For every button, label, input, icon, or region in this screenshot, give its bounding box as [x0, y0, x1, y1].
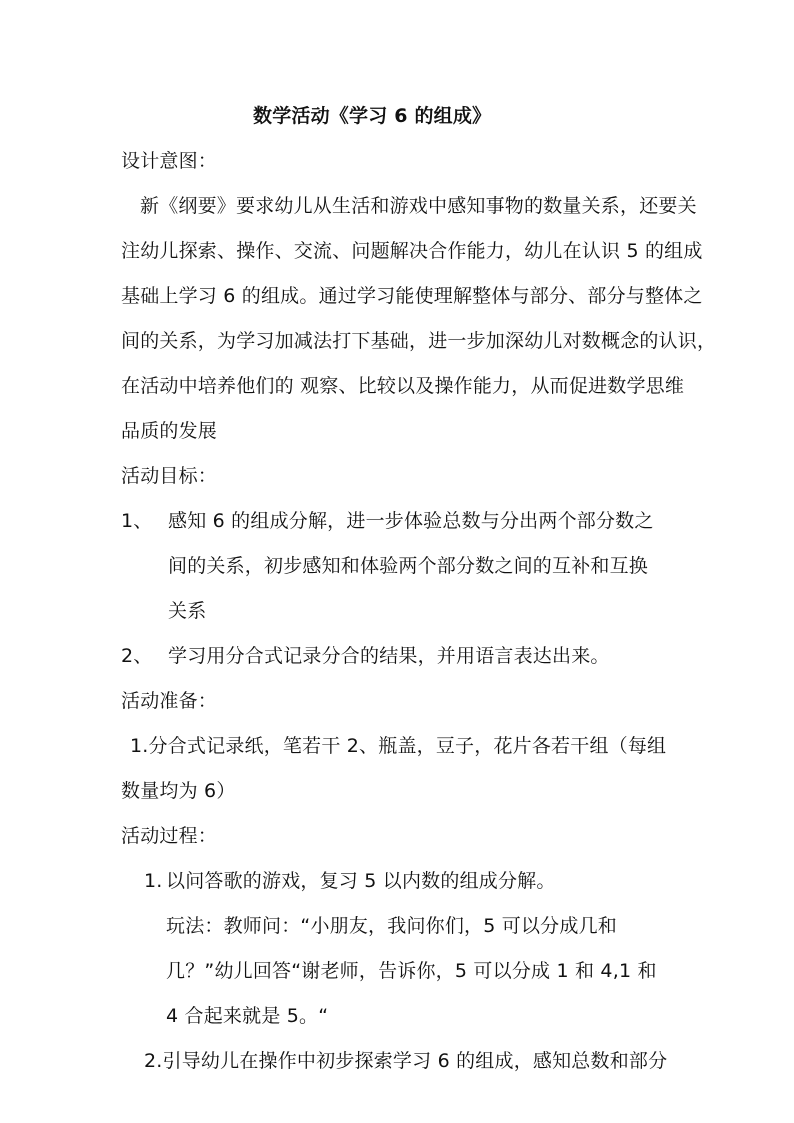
design-intent-line: 品质的发展 — [121, 420, 218, 442]
goal-line: 学习用分合式记录分合的结果，并用语言表达出来。 — [168, 645, 610, 667]
design-intent-line: 间的关系，为学习加减法打下基础，进一步加深幼儿对数概念的认识， — [121, 330, 717, 352]
process-play-line: 4 合起来就是 5。“ — [166, 1005, 329, 1027]
goal-line: 感知 6 的组成分解，进一步体验总数与分出两个部分数之 — [168, 510, 654, 532]
preparation-line: 1.分合式记录纸，笔若干 2、瓶盖，豆子，花片各若干组（每组 — [130, 735, 667, 757]
document-title: 数学活动《学习 6 的组成》 — [253, 105, 492, 127]
process-step-number: 1. — [144, 870, 163, 892]
process-play-line: 玩法：教师问：“小朋友，我问你们，5 可以分成几和 — [166, 915, 617, 937]
goal-number: 1、 — [121, 510, 153, 532]
goal-number: 2、 — [121, 645, 153, 667]
design-intent-line: 在活动中培养他们的 观察、比较以及操作能力，从而促进数学思维 — [121, 375, 685, 397]
preparation-line: 数量均为 6） — [121, 780, 236, 802]
design-intent-line: 基础上学习 6 的组成。通过学习能使理解整体与部分、部分与整体之 — [121, 285, 703, 307]
goal-line: 间的关系，初步感知和体验两个部分数之间的互补和互换 — [168, 555, 649, 577]
process-play-line: 几？”幼儿回答“谢老师，告诉你，5 可以分成 1 和 4,1 和 — [166, 960, 657, 982]
design-intent-line: 新《纲要》要求幼儿从生活和游戏中感知事物的数量关系，还要关 — [140, 195, 697, 217]
process-step-text: 以问答歌的游戏，复习 5 以内数的组成分解。 — [166, 870, 556, 892]
design-intent-line: 注幼儿探索、操作、交流、问题解决合作能力，幼儿在认识 5 的组成 — [121, 240, 703, 262]
design-intent-heading: 设计意图： — [121, 150, 218, 172]
process-step-text: 2.引导幼儿在操作中初步探索学习 6 的组成，感知总数和部分 — [144, 1050, 668, 1072]
preparation-heading: 活动准备： — [121, 690, 218, 712]
process-heading: 活动过程： — [121, 825, 218, 847]
goal-line: 关系 — [168, 600, 207, 622]
goals-heading: 活动目标： — [121, 465, 218, 487]
